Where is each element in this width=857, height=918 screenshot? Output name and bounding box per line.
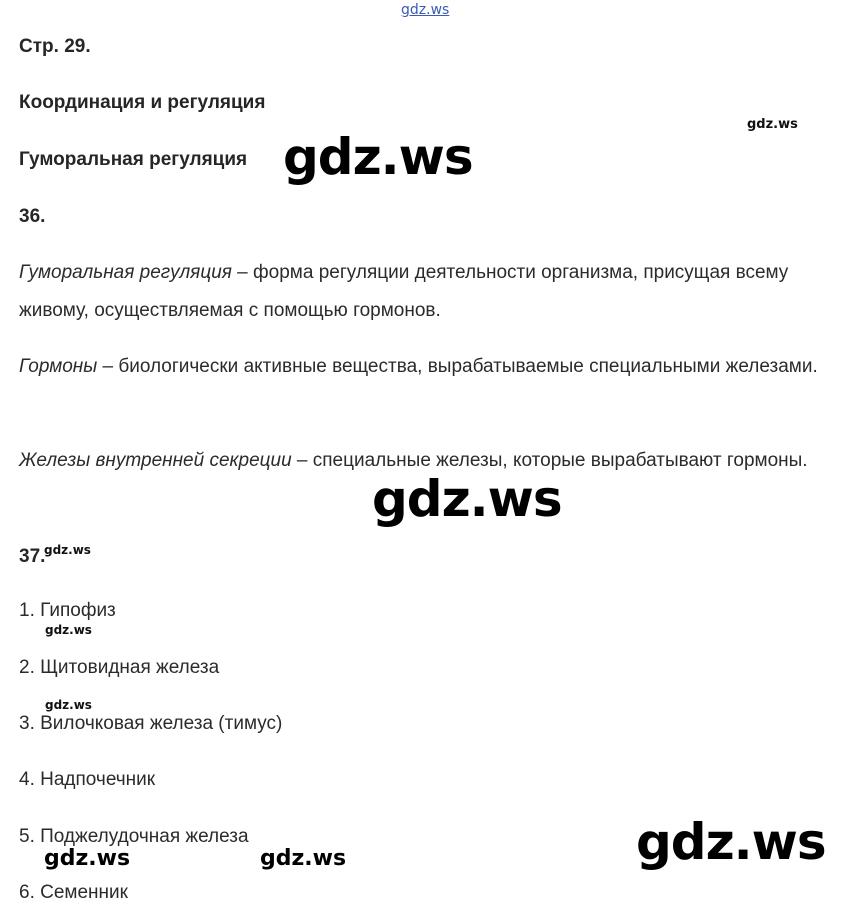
watermark: gdz.ws: [44, 846, 131, 871]
definition-term: Гуморальная регуляция: [19, 262, 232, 283]
watermark: gdz.ws: [372, 470, 562, 528]
watermark: gdz.ws: [45, 623, 92, 637]
section-heading: Координация и регуляция: [19, 92, 266, 113]
definition-text: – биологически активные вещества, вырабатываемые специальными железами.: [97, 356, 818, 377]
definition-text: – форма регуляции деятельности организма, присущая всему живому, осуществляемая с помощью гормонов.: [19, 262, 789, 321]
list-item: 2. Щитовидная железа: [19, 657, 220, 678]
definition-term: Железы внутренней секреции: [19, 450, 292, 471]
watermark: gdz.ws: [283, 128, 473, 186]
list-item: 5. Поджелудочная железа: [19, 826, 249, 847]
list-item: 3. Вилочковая железа (тимус): [19, 713, 283, 734]
watermark: gdz.ws: [260, 846, 347, 871]
definition-term: Гормоны: [19, 356, 98, 377]
definition-paragraph: [19, 348, 849, 386]
task-36-number: 36.: [19, 206, 46, 227]
watermark: gdz.ws: [636, 813, 826, 871]
definition-paragraph: [19, 254, 849, 330]
watermark: gdz.ws: [44, 543, 91, 557]
subsection-heading: Гуморальная регуляция: [19, 149, 248, 170]
watermark: gdz.ws: [747, 117, 798, 132]
task-37-number: 37.: [19, 546, 46, 567]
list-item: 1. Гипофиз: [19, 600, 116, 621]
list-item: 4. Надпочечник: [19, 769, 156, 790]
top-watermark-link[interactable]: gdz.ws: [401, 2, 450, 18]
definition-text: – специальные железы, которые вырабатывают гормоны.: [291, 450, 808, 471]
list-item: 6. Семенник: [19, 882, 128, 903]
page-reference: Стр. 29.: [19, 36, 91, 57]
watermark: gdz.ws: [45, 698, 92, 712]
